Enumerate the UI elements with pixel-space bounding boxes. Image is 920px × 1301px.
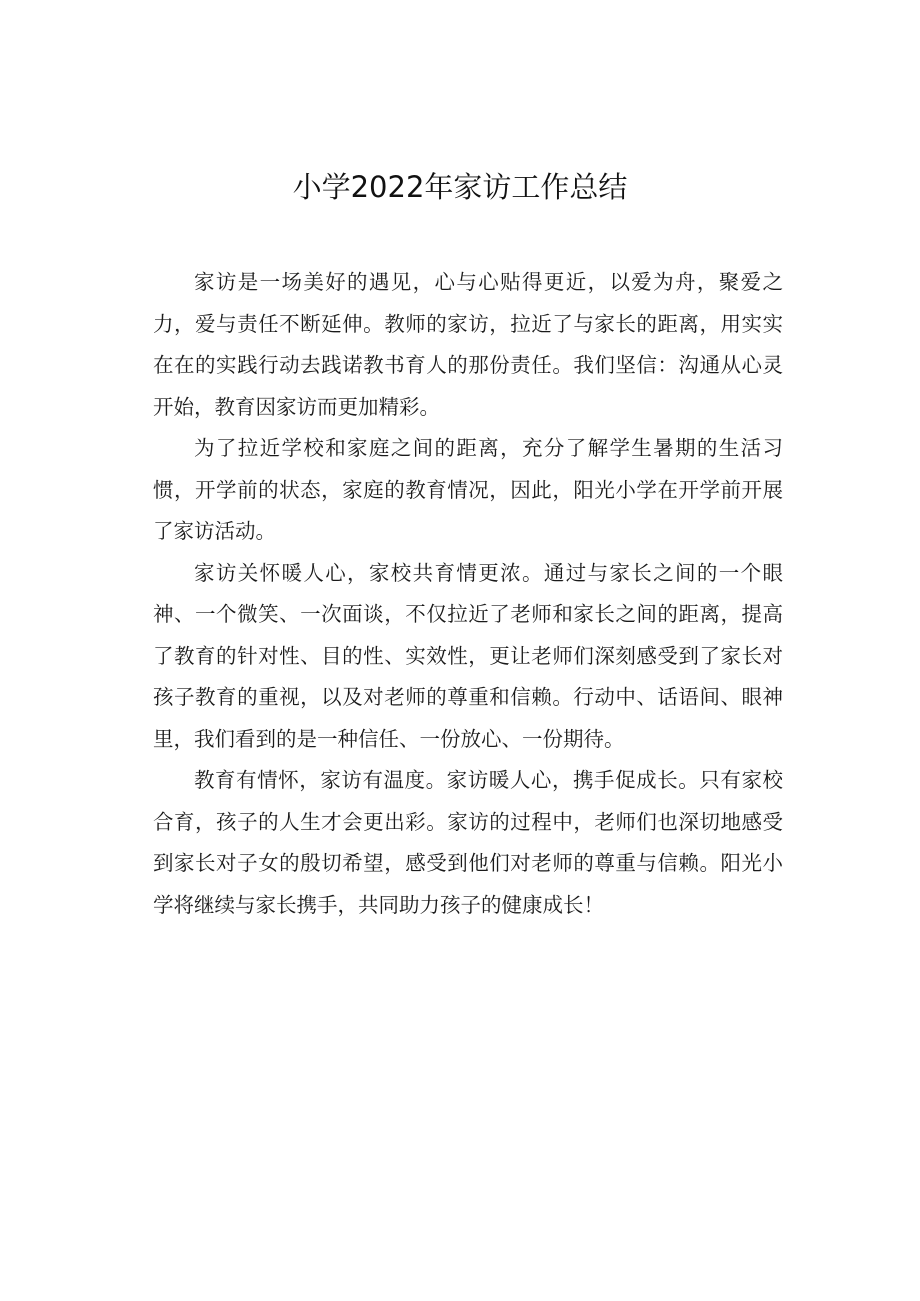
paragraph-3: 家访关怀暖人心，家校共育情更浓。通过与家长之间的一个眼神、一个微笑、一次面谈，不仅拉近了老师和家长之间的距离，提高了教育的针对性、目的性、实效性，更让老师们深刻感受到了家长对孩子教育的重视，以及对老师的尊重和信赖。行动中、话语间、眼神里，我们看到的是一种信任、一份放心、一份期待。 [153, 560, 783, 751]
paragraph-1: 家访是一场美好的遇见，心与心贴得更近，以爱为舟，聚爱之力，爱与责任不断延伸。教师的家访，拉近了与家长的距离，用实实在在的实践行动去践诺教书育人的那份责任。我们坚信：沟通从心灵开始，教育因家访而更加精彩。 [153, 270, 783, 419]
document-body [153, 262, 783, 926]
paragraph-2: 为了拉近学校和家庭之间的距离，充分了解学生暑期的生活习惯，开学前的状态，家庭的教育情况，因此，阳光小学在开学前开展了家访活动。 [153, 436, 783, 543]
paragraph-4: 教育有情怀，家访有温度。家访暖人心，携手促成长。只有家校合育，孩子的人生才会更出彩。家访的过程中，老师们也深切地感受到家长对子女的殷切希望，感受到他们对老师的尊重与信赖。阳光小学将继续与家长携手，共同助力孩子的健康成长！ [153, 768, 783, 917]
document-title: 小学2022年家访工作总结 [292, 170, 628, 204]
